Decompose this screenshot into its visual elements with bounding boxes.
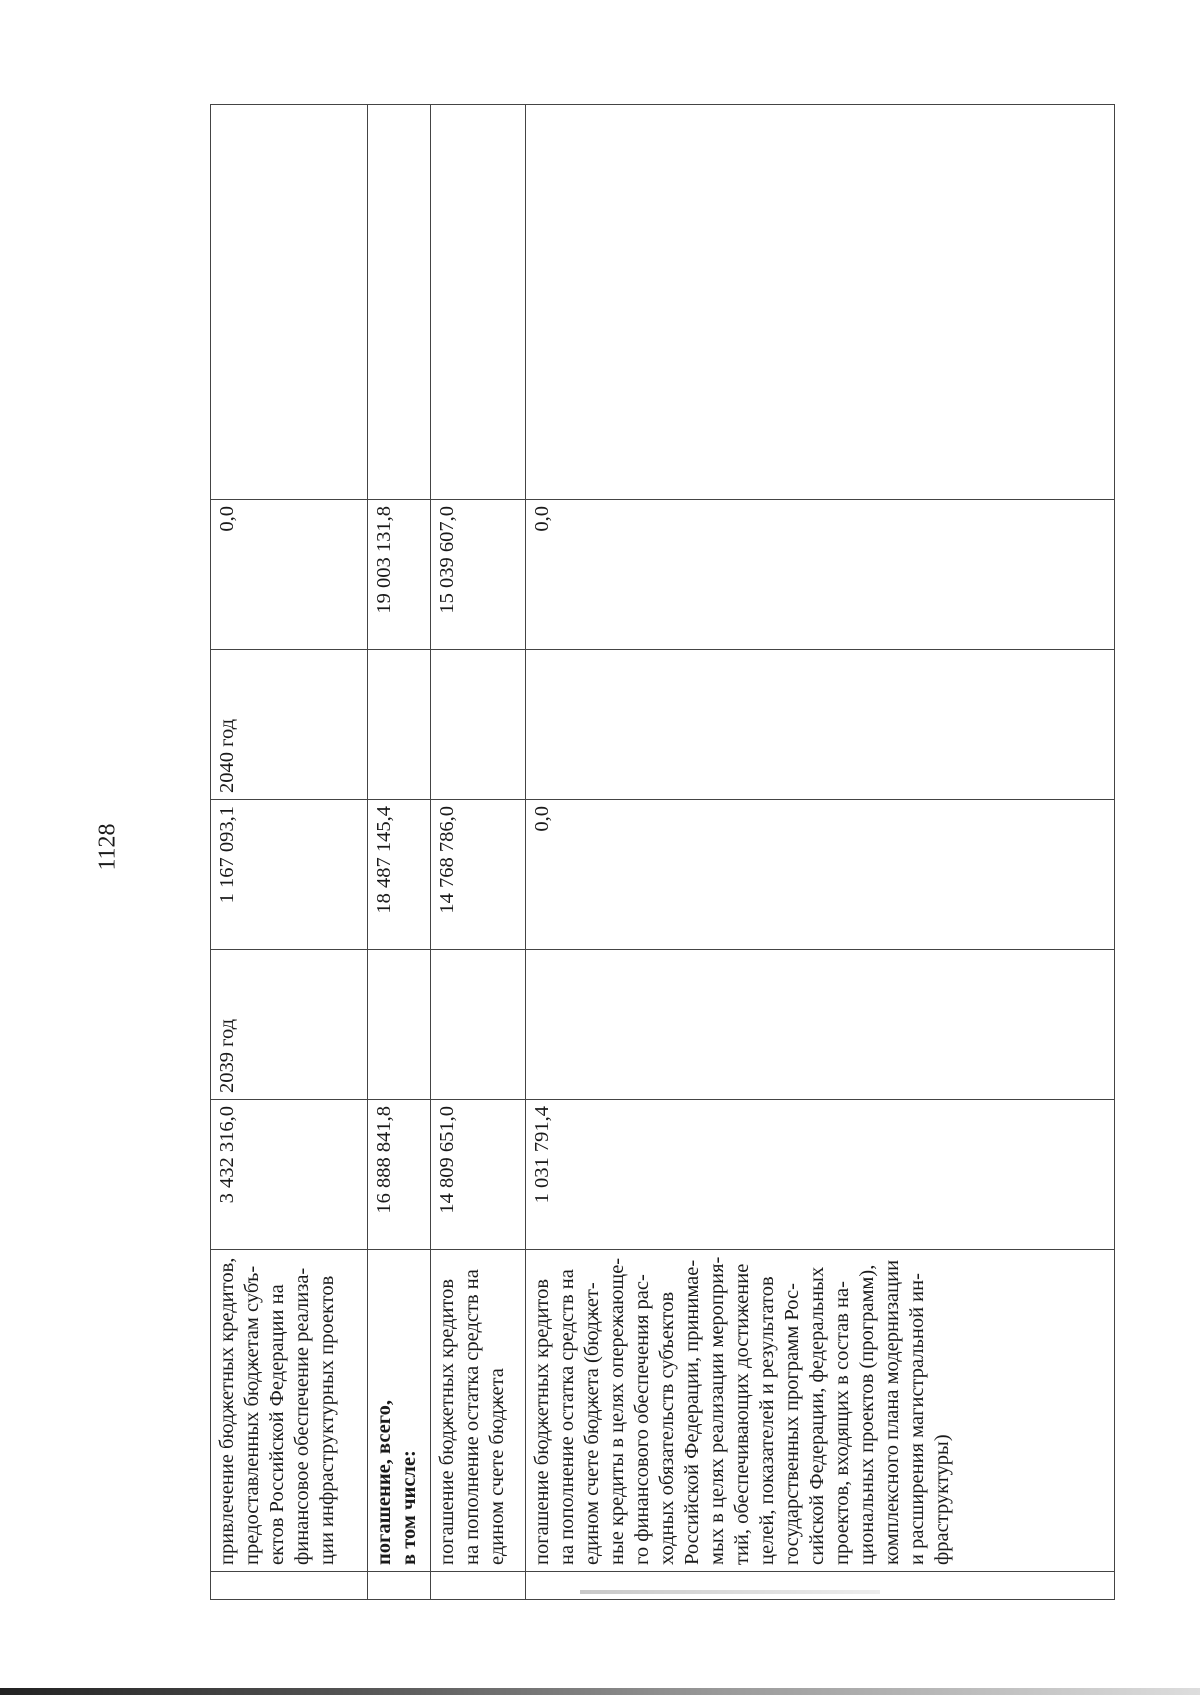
empty-cell (526, 105, 1115, 500)
year-label (431, 950, 526, 1100)
value-cell: 14 809 651,0 (431, 1100, 526, 1250)
value-cell: 19 003 131,8 (368, 500, 431, 650)
scan-edge-shadow (0, 1688, 1200, 1695)
year-label (526, 950, 1115, 1100)
value-cell: 3 432 316,0 (211, 1100, 368, 1250)
empty-cell (368, 1572, 431, 1600)
table-row (526, 105, 1115, 1600)
row-description: погашение бюджетных кредитов на пополнение остатка средств на едином счете бюджета (431, 1250, 526, 1572)
empty-cell (211, 1572, 368, 1600)
row-description: погашение, всего, в том числе: (368, 1250, 431, 1572)
value-cell: 1 167 093,1 (211, 800, 368, 950)
table-row (211, 105, 368, 1600)
row-description: привлечение бюджетных кредитов, предоставленных бюджетам субъ- ектов Российской Федерации на финансовое обеспечение реализа- ции инфраструктурных проектов (211, 1250, 368, 1572)
empty-cell (526, 1572, 1115, 1600)
table-row (431, 105, 526, 1600)
budget-table-rotated (210, 105, 1114, 1600)
value-cell: 14 768 786,0 (431, 800, 526, 950)
page-number: 1128 (94, 823, 121, 871)
row-description: погашение бюджетных кредитов на пополнение остатка средств на едином счете бюджета (бюджет- ные кредиты в целях опережающе- го финансового обеспечения рас- ходных обязательств субъектов Российской Федерации, принимае- мых в целях реализации мероприя- тий, обеспечивающих достижение целей, показателей и результатов государственных программ Рос- сийской Федерации, федеральных проектов, входящих в состав на- циональных проектов (программ), комплексного плана модернизации и расширения магистральной ин- фраструктуры) (526, 1250, 1115, 1572)
year-label (526, 650, 1115, 800)
budget-table (210, 104, 1115, 1600)
value-cell: 18 487 145,4 (368, 800, 431, 950)
value-cell: 0,0 (526, 500, 1115, 650)
year-label: 2039 год (211, 950, 368, 1100)
year-label (368, 650, 431, 800)
value-cell: 0,0 (526, 800, 1115, 950)
empty-cell (431, 105, 526, 500)
value-cell: 1 031 791,4 (526, 1100, 1115, 1250)
scan-smudge (580, 1590, 880, 1594)
value-cell: 0,0 (211, 500, 368, 650)
year-label (368, 950, 431, 1100)
value-cell: 16 888 841,8 (368, 1100, 431, 1250)
table-row (368, 105, 431, 1600)
empty-cell (368, 105, 431, 500)
empty-cell (431, 1572, 526, 1600)
value-cell: 15 039 607,0 (431, 500, 526, 650)
empty-cell (211, 105, 368, 500)
year-label: 2040 год (211, 650, 368, 800)
year-label (431, 650, 526, 800)
